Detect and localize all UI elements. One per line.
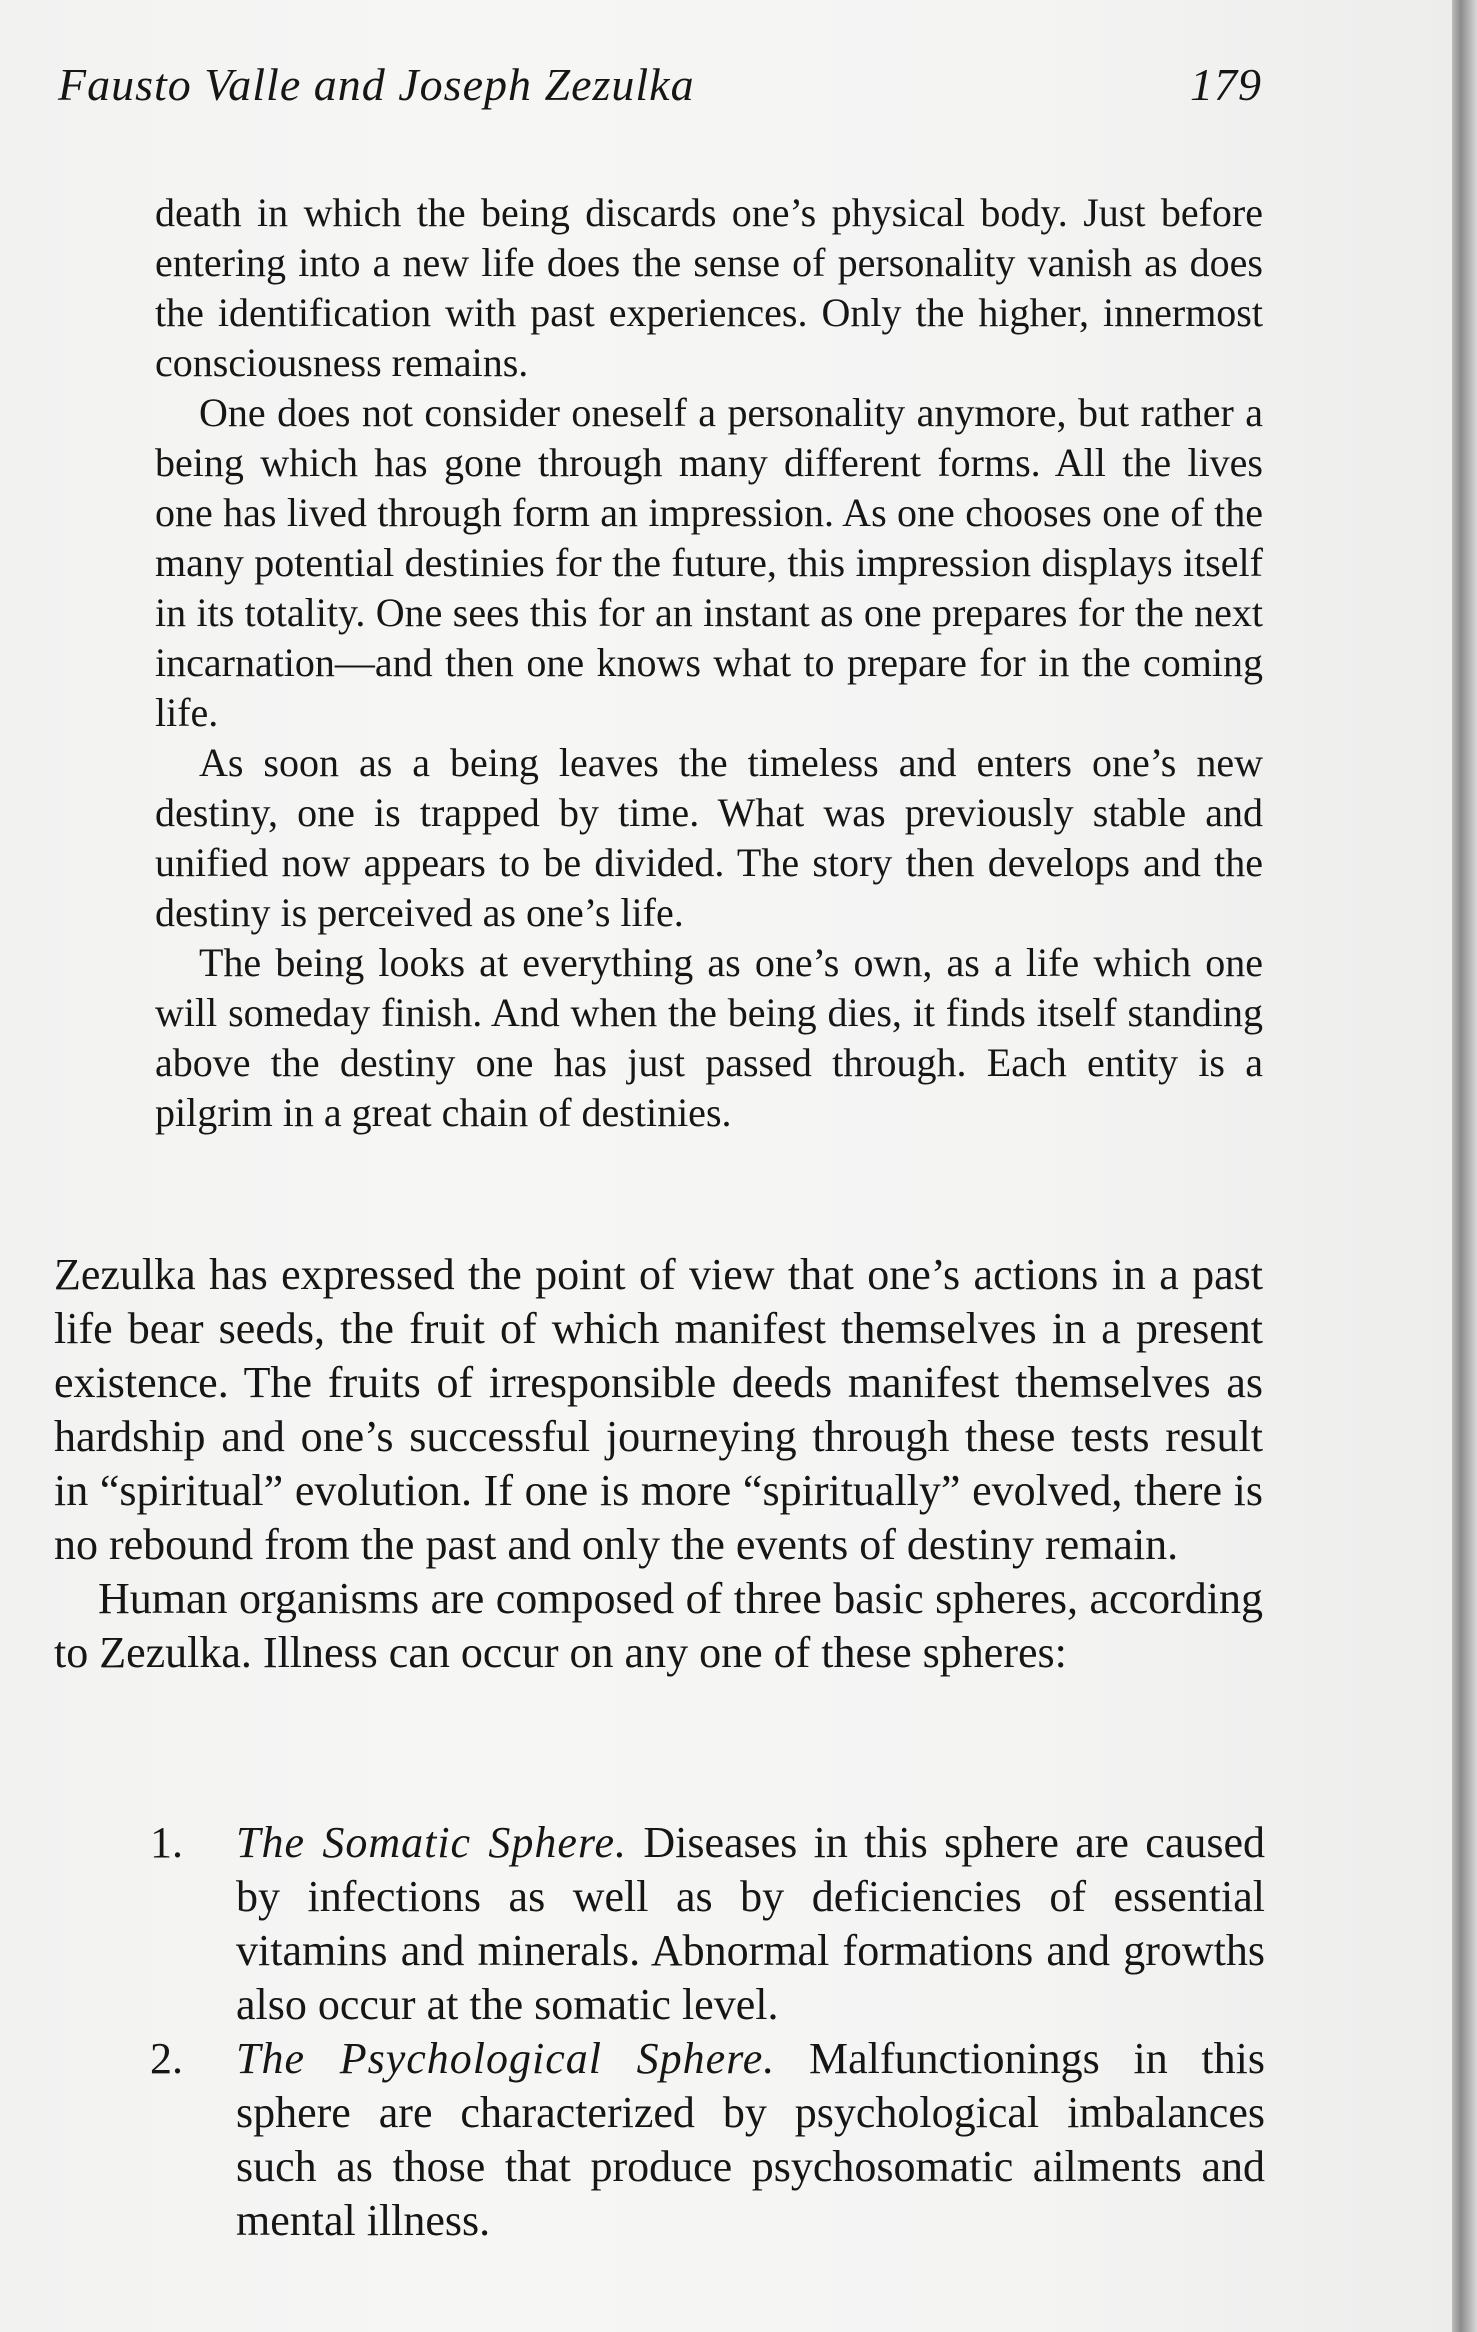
list-item-somatic-sphere [150,1816,1265,2032]
list-item-text: Diseases in this sphere are caused by infections as well as by deficiencies of essential vitamins and minerals. Abnormal formations and growths also occur at the somatic level. [236,1818,1265,2029]
page-number: 179 [1190,59,1262,110]
body-text [54,1248,1263,1680]
book-spine-shadow [1452,0,1477,2332]
quote-paragraph: death in which the being discards one’s physical body. Just before entering into a new life does the sense of personality vanish as does the identification with past experiences. Only the higher, innermost consciousness remains. [155,190,1263,385]
list-item-text: Malfunctionings in this sphere are characterized by psychological imbalances such as those that produce psychosomatic ailments and mental illness. [236,2034,1266,2245]
quote-paragraph: The being looks at everything as one’s own, as a life which one will someday finish. And when the being dies, it finds itself standing above the destiny one has just passed through. Each entity is a pilgrim in a great chain of destinies. [155,940,1263,1135]
indented-quotation [155,188,1263,1138]
list-item-psychological-sphere [150,2032,1265,2248]
list-item-number: 1. [150,1818,183,1867]
running-head-authors: Fausto Valle and Joseph Zezulka [58,59,695,110]
spheres-list [150,1816,1265,2248]
body-paragraph: Human organisms are composed of three basic spheres, according to Zezulka. Illness can occur on any one of these spheres: [54,1574,1263,1677]
list-item-number: 2. [150,2034,183,2083]
body-paragraph: Zezulka has expressed the point of view that one’s actions in a past life bear seeds, the fruit of which manifest themselves in a present existence. The fruits of irresponsible deeds manifest themselves as hardship and one’s successful journeying through these tests result in “spiritual” evolution. If one is more “spiritually” evolved, there is no rebound from the past and only the events of destiny remain. [54,1250,1263,1569]
list-item-term: The Somatic Sphere. [236,1818,627,1867]
quote-paragraph: As soon as a being leaves the timeless and enters one’s new destiny, one is trapped by time. What was previously stable and unified now appears to be divided. The story then develops and the destiny is perceived as one’s life. [155,740,1263,935]
list-item-term: The Psychological Sphere. [236,2034,776,2083]
quote-paragraph: One does not consider oneself a personality anymore, but rather a being which has gone through many different forms. All the lives one has lived through form an impression. As one chooses one of the many potential destinies for the future, this impression displays itself in its totality. One sees this for an instant as one prepares for the next incarnation—and then one knows what to prepare for in the coming life. [155,390,1263,735]
